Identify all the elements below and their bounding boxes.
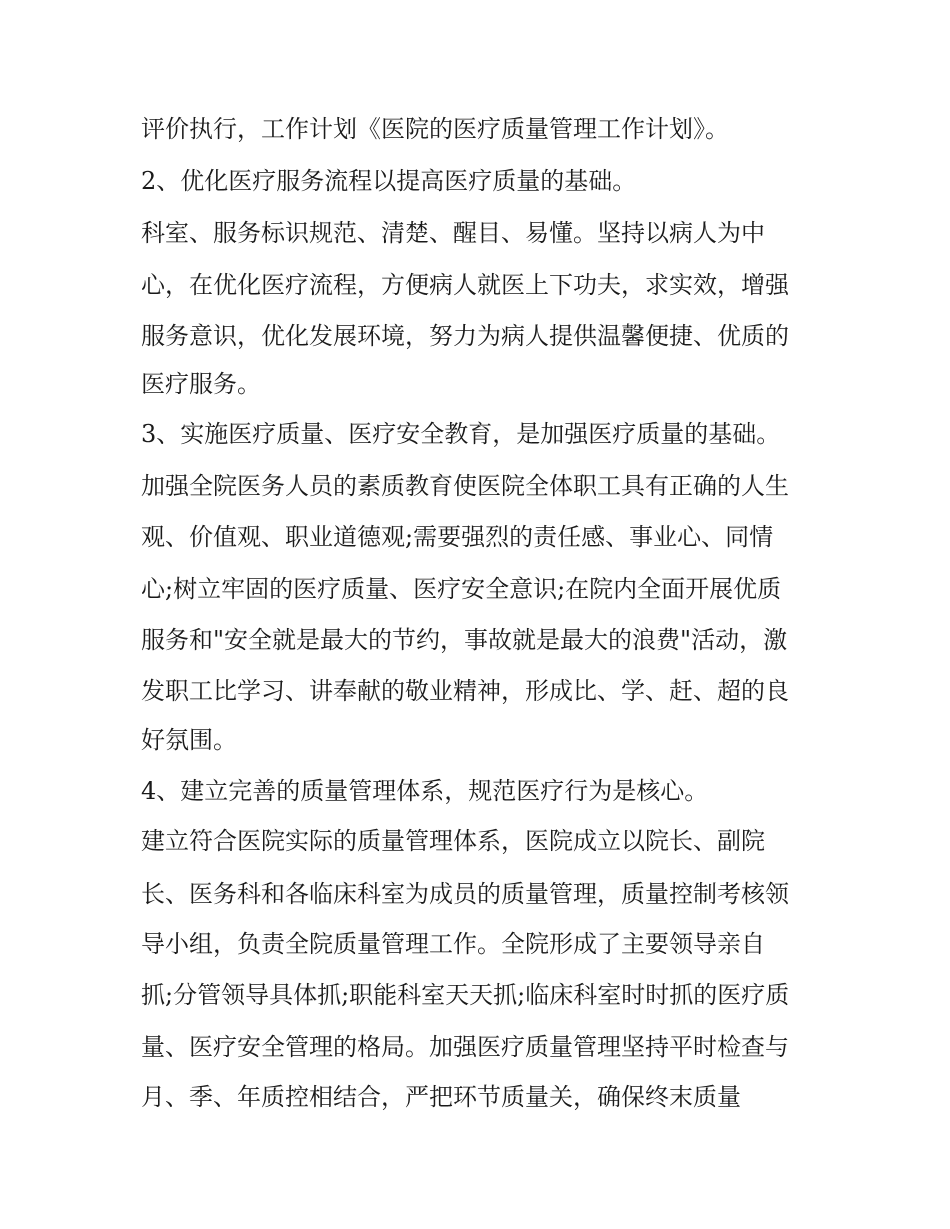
text-line: 量、医疗安全管理的格局。加强医疗质量管理坚持平时检查与	[141, 1033, 789, 1061]
text-line: 加强全院医务人员的素质教育使医院全体职工具有正确的人生	[141, 472, 789, 500]
text-line: 心，在优化医疗流程，方便病人就医上下功夫，求实效，增强	[141, 271, 789, 299]
section-heading-2: 2、优化医疗服务流程以提高医疗质量的基础。	[141, 167, 637, 195]
text-line: 好氛围。	[141, 726, 237, 754]
text-line: 服务和"安全就是最大的节约，事故就是最大的浪费"活动，激	[141, 626, 788, 654]
section-heading-3: 3、实施医疗质量、医疗安全教育，是加强医疗质量的基础。	[141, 420, 781, 448]
text-line: 月、季、年质控相结合，严把环节质量关，确保终末质量	[141, 1083, 741, 1111]
section-heading-4: 4、建立完善的质量管理体系，规范医疗行为是核心。	[141, 777, 709, 805]
text-line: 评价执行，工作计划《医院的医疗质量管理工作计划》。	[141, 115, 729, 143]
text-line: 观、价值观、职业道德观;需要强烈的责任感、事业心、同情	[141, 523, 774, 551]
text-line: 抓;分管领导具体抓;职能科室天天抓;临床科室时时抓的医疗质	[141, 981, 790, 1009]
text-line: 发职工比学习、讲奉献的敬业精神，形成比、学、赶、超的良	[141, 677, 789, 705]
text-line: 心;树立牢固的医疗质量、医疗安全意识;在院内全面开展优质	[141, 575, 782, 603]
text-line: 服务意识，优化发展环境，努力为病人提供温馨便捷、优质的	[141, 322, 789, 350]
text-line: 长、医务科和各临床科室为成员的质量管理，质量控制考核领	[141, 880, 789, 908]
text-line: 建立符合医院实际的质量管理体系，医院成立以院长、副院	[141, 827, 765, 855]
text-line: 导小组，负责全院质量管理工作。全院形成了主要领导亲自	[141, 930, 765, 958]
text-line: 科室、服务标识规范、清楚、醒目、易懂。坚持以病人为中	[141, 219, 765, 247]
text-line: 医疗服务。	[141, 370, 261, 398]
